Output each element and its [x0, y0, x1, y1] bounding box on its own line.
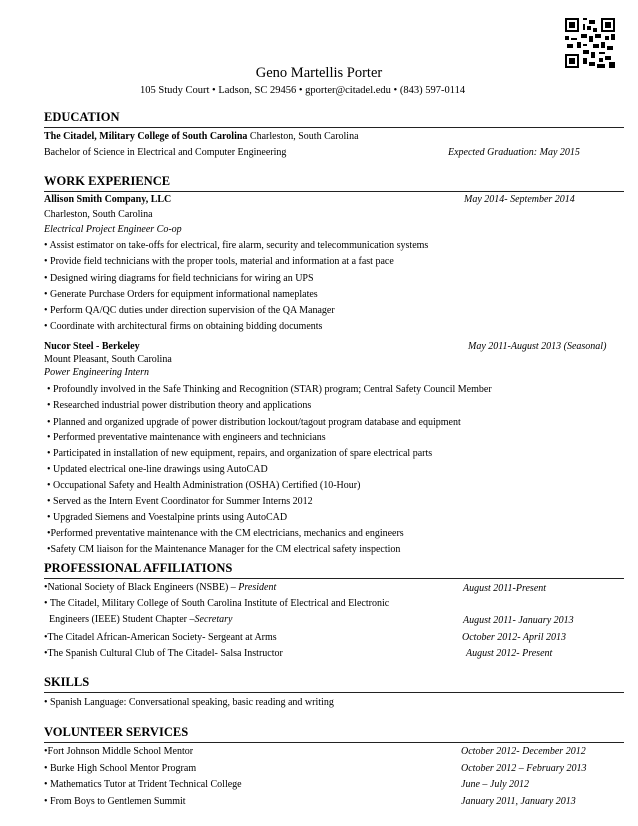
job-bullet: •Performed preventative maintenance with the CM electricians, mechanics and engineers	[47, 528, 404, 539]
job-bullet: • Performed preventative maintenance with engineers and technicians	[47, 432, 326, 443]
education-rule	[44, 127, 624, 128]
affiliation-item	[44, 582, 276, 593]
volunteer-dates: October 2012 – February 2013	[461, 763, 587, 774]
job-bullet: • Perform QA/QC duties under direction supervision of the QA Manager	[44, 305, 335, 316]
affiliation-org: •National Society of Black Engineers (NSBE) –	[44, 582, 239, 593]
skill-item: • Spanish Language: Conversational speaking, basic reading and writing	[44, 697, 334, 708]
affiliation-role: President	[238, 582, 277, 593]
affiliation-dates: August 2011-Present	[463, 583, 547, 594]
affiliations-heading: PROFESSIONAL AFFILIATIONS	[44, 561, 233, 575]
affiliation-item	[44, 614, 232, 625]
job-bullet: • Participated in installation of new equipment, repairs, and organization of spare electrical parts	[47, 448, 433, 459]
job-bullet: • Planned and organized upgrade of power distribution lockout/tagout program database and equipment	[47, 417, 461, 428]
affiliations-rule	[44, 578, 624, 579]
volunteer-item: • Mathematics Tutor at Trident Technical College	[44, 779, 242, 790]
affiliation-dates: October 2012- April 2013	[462, 632, 566, 643]
job-company: Nucor Steel - Berkeley	[44, 341, 140, 352]
job-bullet: • Occupational Safety and Health Administration (OSHA) Certified (10-Hour)	[47, 480, 361, 491]
job-bullet: • Coordinate with architectural firms on obtaining bidding documents	[44, 321, 323, 332]
affiliation-dates: August 2012- Present	[466, 648, 553, 659]
job-title: Electrical Project Engineer Co-op	[44, 224, 182, 235]
affiliation-dates: August 2011- January 2013	[463, 615, 574, 626]
volunteer-item: • Burke High School Mentor Program	[44, 763, 197, 774]
job-bullet: • Designed wiring diagrams for field technicians for wiring an UPS	[44, 273, 314, 284]
candidate-name: Geno Martellis Porter	[255, 65, 383, 81]
school-name: The Citadel, Military College of South Carolina	[44, 131, 248, 142]
skills-rule	[44, 692, 624, 693]
job-bullet: • Upgraded Siemens and Voestalpine prints using AutoCAD	[47, 512, 288, 523]
work-rule	[44, 191, 624, 192]
job-bullet: • Provide field technicians with the proper tools, material and information at a fast pace	[44, 256, 394, 267]
contact-line: 105 Study Court • Ladson, SC 29456 • gporter@citadel.edu • (843) 597-0114	[140, 85, 466, 96]
job-bullet: •Safety CM liaison for the Maintenance Manager for the CM electrical safety inspection	[47, 544, 401, 555]
job-location: Charleston, South Carolina	[44, 209, 153, 220]
affiliation-org: Engineers (IEEE) Student Chapter –	[44, 614, 195, 625]
volunteer-dates: June – July 2012	[461, 779, 530, 790]
volunteer-item: •Fort Johnson Middle School Mentor	[44, 746, 194, 757]
volunteer-rule	[44, 742, 624, 743]
work-heading: WORK EXPERIENCE	[44, 174, 171, 188]
job-bullet: • Updated electrical one-line drawings using AutoCAD	[47, 464, 268, 475]
volunteer-heading: VOLUNTEER SERVICES	[44, 725, 189, 739]
affiliation-item: •The Spanish Cultural Club of The Citadel- Salsa Instructor	[44, 648, 283, 659]
job-title: Power Engineering Intern	[44, 367, 149, 378]
volunteer-dates: January 2011, January 2013	[461, 796, 576, 807]
graduation-date: Expected Graduation: May 2015	[448, 147, 580, 158]
education-heading: EDUCATION	[44, 110, 120, 124]
job-bullet: • Served as the Intern Event Coordinator for Summer Interns 2012	[47, 496, 313, 507]
skills-heading: SKILLS	[44, 675, 90, 689]
affiliation-role: Secretary	[194, 614, 233, 625]
degree: Bachelor of Science in Electrical and Computer Engineering	[44, 147, 287, 158]
school-location: Charleston, South Carolina	[249, 131, 359, 142]
job-bullet: • Profoundly involved in the Safe Thinking and Recognition (STAR) program; Central Safety Council Member	[47, 384, 492, 395]
affiliation-item: • The Citadel, Military College of South Carolina Institute of Electrical and Electronic	[44, 598, 390, 609]
job-bullet: • Assist estimator on take-offs for electrical, fire alarm, security and telecommunication systems	[44, 240, 429, 251]
job-bullet: • Generate Purchase Orders for equipment informational nameplates	[44, 289, 318, 300]
job-bullet: • Researched industrial power distribution theory and applications	[47, 400, 312, 411]
volunteer-item: • From Boys to Gentlemen Summit	[44, 796, 186, 807]
job-location: Mount Pleasant, South Carolina	[44, 354, 172, 365]
affiliation-item: •The Citadel African-American Society- Sergeant at Arms	[44, 632, 277, 643]
job-dates: May 2014- September 2014	[464, 194, 575, 205]
job-company: Allison Smith Company, LLC	[44, 194, 172, 205]
qr-code	[565, 18, 615, 68]
education-school-line	[44, 131, 359, 142]
job-dates: May 2011-August 2013 (Seasonal)	[468, 341, 607, 352]
volunteer-dates: October 2012- December 2012	[461, 746, 586, 757]
